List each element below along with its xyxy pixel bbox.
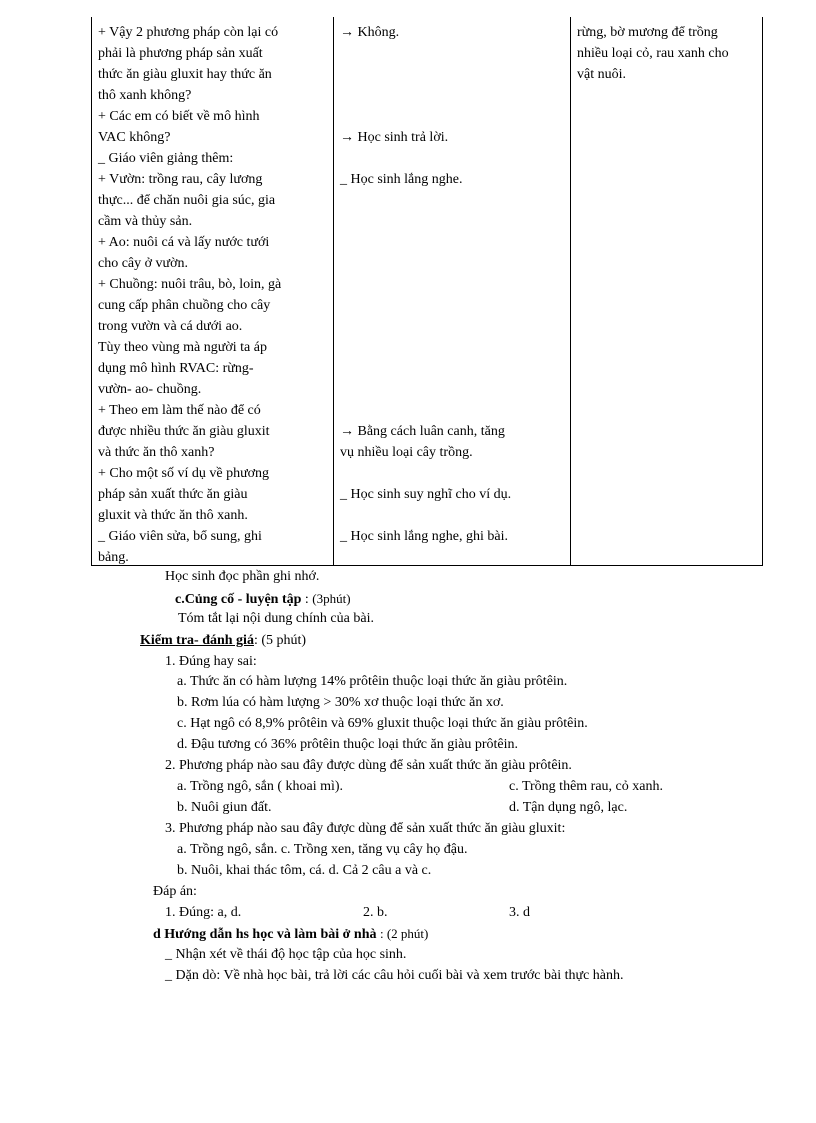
table-line: trong vườn và cá dưới ao.: [98, 319, 243, 334]
table-line: thô xanh không?: [98, 88, 192, 103]
table-line: rừng, bờ mương để trồng: [577, 25, 718, 40]
option-line: a. Thức ăn có hàm lượng 14% prôtêin thuộc loại thức ăn giàu prôtêin.: [177, 674, 568, 689]
section-title: c.Củng cố - luyện tập: [175, 592, 302, 607]
table-line: cầm và thủy sản.: [98, 214, 193, 229]
table-line: bảng.: [98, 550, 129, 565]
table-line: _ Giáo viên sửa, bổ sung, ghi: [98, 529, 262, 544]
option-line: b. Nuôi, khai thác tôm, cá. d. Cả 2 câu a và c.: [177, 863, 432, 878]
question-title: 3. Phương pháp nào sau đây được dùng để sản xuất thức ăn giàu gluxit:: [165, 821, 566, 836]
guide-heading: [153, 926, 428, 943]
table-line: → Bằng cách luân canh, tăng: [340, 424, 505, 439]
table-line: + Chuồng: nuôi trâu, bò, loin, gà: [98, 277, 282, 292]
table-line: + Ao: nuôi cá và lấy nước tưới: [98, 235, 270, 250]
assessment-heading: [140, 633, 306, 649]
column-divider: [570, 17, 571, 565]
table-line: → Học sinh trả lời.: [340, 130, 449, 145]
table-line: + Vậy 2 phương pháp còn lại có: [98, 25, 279, 40]
table-line: vật nuôi.: [577, 67, 626, 82]
option-line: a. Trồng ngô, sắn. c. Trồng xen, tăng vụ cây họ đậu.: [177, 842, 468, 857]
column-divider: [333, 17, 334, 565]
table-line: gluxit và thức ăn thô xanh.: [98, 508, 248, 523]
table-line: nhiều loại cỏ, rau xanh cho: [577, 46, 729, 61]
table-line: thực... để chăn nuôi gia súc, gia: [98, 193, 276, 208]
option-line: b. Nuôi giun đất.: [177, 800, 272, 815]
question-title: 1. Đúng hay sai:: [165, 654, 257, 669]
table-line: _ Học sinh suy nghĩ cho ví dụ.: [340, 487, 512, 502]
duration: (3phút): [312, 591, 351, 606]
consolidate-heading: [175, 591, 351, 608]
table-line: phải là phương pháp sản xuất: [98, 46, 263, 61]
answer-title: Đáp án:: [153, 884, 197, 899]
table-line: + Cho một số ví dụ về phương: [98, 466, 270, 481]
option-line: d. Đậu tương có 36% prôtêin thuộc loại thức ăn giàu prôtêin.: [177, 737, 518, 752]
duration: : (5 phút): [253, 633, 307, 648]
table-line: _ Học sinh lắng nghe.: [340, 172, 463, 187]
question-title: 2. Phương pháp nào sau đây được dùng để sản xuất thức ăn giàu prôtêin.: [165, 758, 572, 773]
guide-item: _ Dặn dò: Về nhà học bài, trả lời các câu hỏi cuối bài và xem trước bài thực hành.: [165, 968, 624, 983]
table-line: → Không.: [340, 25, 400, 40]
option-line: c. Trồng thêm rau, cỏ xanh.: [509, 779, 663, 794]
consolidate-body: Tóm tắt lại nội dung chính của bài.: [178, 611, 374, 626]
section-title: d Hướng dẫn hs học và làm bài ở nhà: [153, 927, 377, 942]
table-line: cung cấp phân chuồng cho cây: [98, 298, 271, 313]
table-line: và thức ăn thô xanh?: [98, 445, 215, 460]
answer-item: 3. d: [509, 905, 530, 920]
option-line: a. Trồng ngô, sắn ( khoai mì).: [177, 779, 344, 794]
table-line: vụ nhiều loại cây trồng.: [340, 445, 473, 460]
table-line: + Theo em làm thế nào để có: [98, 403, 261, 418]
table-line: vườn- ao- chuồng.: [98, 382, 202, 397]
separator: :: [301, 592, 313, 607]
memo-line: Học sinh đọc phần ghi nhớ.: [165, 569, 320, 584]
guide-item: _ Nhận xét về thái độ học tập của học sinh.: [165, 947, 407, 962]
option-line: d. Tận dụng ngô, lạc.: [509, 800, 628, 815]
table-line: + Vườn: trồng rau, cây lương: [98, 172, 263, 187]
answer-item: 2. b.: [363, 905, 388, 920]
table-line: pháp sản xuất thức ăn giàu: [98, 487, 248, 502]
table-line: VAC không?: [98, 130, 171, 145]
table-line: _ Giáo viên giảng thêm:: [98, 151, 234, 166]
table-line: _ Học sinh lắng nghe, ghi bài.: [340, 529, 508, 544]
table-line: dụng mô hình RVAC: rừng-: [98, 361, 254, 376]
table-line: thức ăn giàu gluxit hay thức ăn: [98, 67, 272, 82]
answer-item: 1. Đúng: a, d.: [165, 905, 242, 920]
table-line: + Các em có biết về mô hình: [98, 109, 260, 124]
section-title: Kiểm tra- đánh giá: [140, 633, 254, 648]
table-line: được nhiều thức ăn giàu gluxit: [98, 424, 270, 439]
option-line: b. Rơm lúa có hàm lượng > 30% xơ thuộc loại thức ăn xơ.: [177, 695, 504, 710]
option-line: c. Hạt ngô có 8,9% prôtêin và 69% gluxit thuộc loại thức ăn giàu prôtêin.: [177, 716, 588, 731]
duration: : (2 phút): [379, 926, 429, 941]
table-line: Tùy theo vùng mà người ta áp: [98, 340, 267, 355]
table-line: cho cây ở vườn.: [98, 256, 189, 271]
